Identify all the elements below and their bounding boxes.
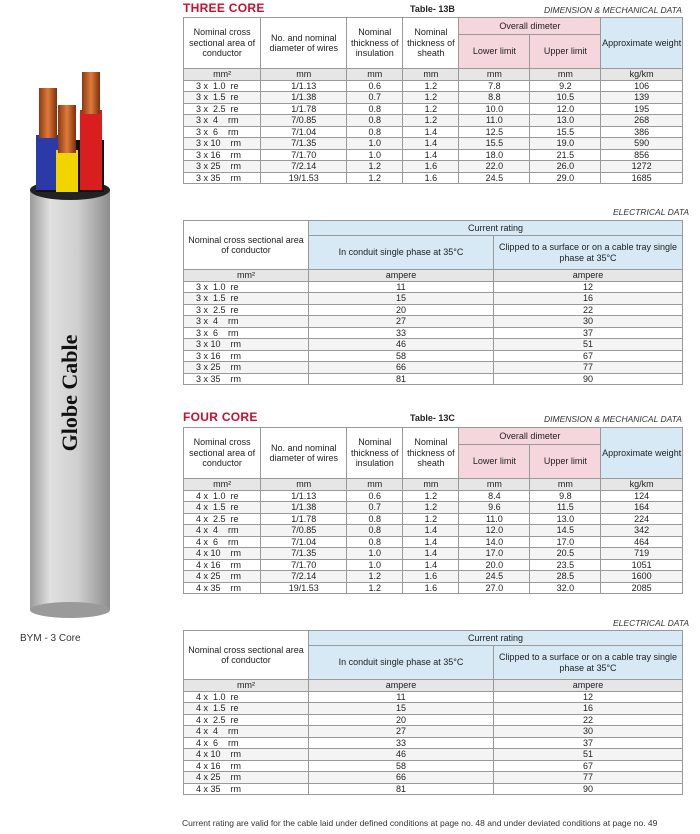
row-value-cell: 7/1.35 (261, 138, 347, 150)
row-value-cell: 7/1.04 (261, 126, 347, 138)
row-size-cell: 3 x 1.0 re (184, 80, 261, 92)
header-upper: Upper limit (530, 35, 601, 69)
row-value-cell: 46 (309, 749, 494, 761)
row-value-cell: 66 (309, 772, 494, 784)
row-size-cell: 3 x 4 rm (184, 316, 309, 328)
table-row (184, 691, 683, 703)
row-value-cell: 1.2 (403, 513, 459, 525)
row-value-cell: 1.2 (347, 172, 403, 184)
elec-header-area: Nominal cross sectional area of conductor (184, 631, 309, 680)
row-size-cell: 4 x 35 rm (184, 582, 261, 594)
row-value-cell: 27 (309, 726, 494, 738)
row-value-cell: 1.4 (403, 536, 459, 548)
table-row (184, 80, 683, 92)
row-size-cell: 4 x 6 rm (184, 737, 309, 749)
row-value-cell: 0.6 (347, 80, 403, 92)
row-value-cell: 268 (601, 115, 683, 127)
row-value-cell: 22 (494, 714, 683, 726)
row-value-cell: 1.0 (347, 138, 403, 150)
row-value-cell: 67 (494, 760, 683, 772)
row-value-cell: 1/1.78 (261, 513, 347, 525)
table-row (184, 161, 683, 173)
table-row (184, 92, 683, 104)
row-value-cell: 12.0 (530, 103, 601, 115)
table-row (184, 737, 683, 749)
row-value-cell: 27 (309, 316, 494, 328)
row-value-cell: 30 (494, 316, 683, 328)
elec-header-clipped: Clipped to a surface or on a cable tray single phase at 35°C (494, 236, 683, 270)
row-value-cell: 12.5 (459, 126, 530, 138)
row-value-cell: 1051 (601, 559, 683, 571)
row-value-cell: 14.0 (459, 536, 530, 548)
row-value-cell: 1.2 (347, 582, 403, 594)
elec-header-clipped: Clipped to a surface or on a cable tray single phase at 35°C (494, 646, 683, 680)
unit-weight: kg/km (601, 479, 683, 491)
row-value-cell: 0.8 (347, 103, 403, 115)
header-insulation: Nominal thickness of insulation (347, 428, 403, 479)
row-value-cell: 1.2 (403, 490, 459, 502)
row-value-cell: 7/0.85 (261, 115, 347, 127)
table-row (184, 281, 683, 293)
row-value-cell: 0.6 (347, 490, 403, 502)
row-value-cell: 66 (309, 362, 494, 374)
table-row (184, 772, 683, 784)
row-value-cell: 24.5 (459, 172, 530, 184)
table-row (184, 350, 683, 362)
row-value-cell: 856 (601, 149, 683, 161)
row-value-cell: 17.0 (459, 548, 530, 560)
unit-insul: mm (347, 479, 403, 491)
row-value-cell: 0.8 (347, 536, 403, 548)
row-value-cell: 1.4 (403, 548, 459, 560)
row-value-cell: 0.7 (347, 502, 403, 514)
row-size-cell: 3 x 2.5 re (184, 304, 309, 316)
row-value-cell: 195 (601, 103, 683, 115)
row-size-cell: 4 x 1.5 re (184, 502, 261, 514)
row-value-cell: 15.5 (530, 126, 601, 138)
table-row (184, 339, 683, 351)
row-size-cell: 3 x 16 rm (184, 350, 309, 362)
three-core-title: THREE CORE (183, 1, 265, 15)
row-value-cell: 12 (494, 281, 683, 293)
unit-upper: mm (530, 69, 601, 81)
four-core-table-label: Table- 13C (410, 413, 455, 423)
table-row (184, 293, 683, 305)
table-row (184, 327, 683, 339)
row-value-cell: 9.6 (459, 502, 530, 514)
row-value-cell: 1.6 (403, 172, 459, 184)
row-value-cell: 1/1.78 (261, 103, 347, 115)
row-value-cell: 20 (309, 304, 494, 316)
row-value-cell: 0.7 (347, 92, 403, 104)
row-value-cell: 0.8 (347, 513, 403, 525)
row-size-cell: 3 x 6 rm (184, 327, 309, 339)
row-value-cell: 1.4 (403, 138, 459, 150)
row-value-cell: 15.5 (459, 138, 530, 150)
row-value-cell: 20.0 (459, 559, 530, 571)
unit-weight: kg/km (601, 69, 683, 81)
elec-unit-clipped: ampere (494, 680, 683, 692)
header-sheath: Nominal thickness of sheath (403, 428, 459, 479)
row-size-cell: 4 x 25 rm (184, 571, 261, 583)
table-row (184, 582, 683, 594)
row-value-cell: 1685 (601, 172, 683, 184)
row-value-cell: 1272 (601, 161, 683, 173)
table-row (184, 548, 683, 560)
header-overall: Overall dimeter (459, 18, 601, 35)
elec-unit-area: mm² (184, 270, 309, 282)
three-core-dim-label: DIMENSION & MECHANICAL DATA (544, 5, 682, 15)
table-row (184, 373, 683, 385)
row-value-cell: 0.8 (347, 525, 403, 537)
row-value-cell: 27.0 (459, 582, 530, 594)
row-value-cell: 7/1.35 (261, 548, 347, 560)
row-value-cell: 32.0 (530, 582, 601, 594)
row-value-cell: 1.6 (403, 161, 459, 173)
four-core-dim-label: DIMENSION & MECHANICAL DATA (544, 414, 682, 424)
cable-illustration (0, 0, 178, 660)
row-value-cell: 33 (309, 327, 494, 339)
row-value-cell: 386 (601, 126, 683, 138)
unit-lower: mm (459, 479, 530, 491)
row-value-cell: 37 (494, 327, 683, 339)
row-value-cell: 1.2 (403, 115, 459, 127)
row-value-cell: 7/0.85 (261, 525, 347, 537)
table-row (184, 138, 683, 150)
table-row (184, 362, 683, 374)
row-value-cell: 1.4 (403, 559, 459, 571)
row-value-cell: 124 (601, 490, 683, 502)
row-size-cell: 4 x 1.0 re (184, 490, 261, 502)
elec-unit-clipped: ampere (494, 270, 683, 282)
cable-caption: BYM - 3 Core (20, 633, 81, 644)
row-value-cell: 1.4 (403, 126, 459, 138)
row-size-cell: 3 x 2.5 re (184, 103, 261, 115)
row-value-cell: 0.8 (347, 115, 403, 127)
row-size-cell: 4 x 10 rm (184, 749, 309, 761)
row-value-cell: 81 (309, 783, 494, 795)
table-row (184, 714, 683, 726)
unit-lower: mm (459, 69, 530, 81)
row-value-cell: 16 (494, 293, 683, 305)
row-value-cell: 106 (601, 80, 683, 92)
row-value-cell: 58 (309, 350, 494, 362)
row-size-cell: 3 x 10 rm (184, 339, 309, 351)
header-weight: Approximate weight (601, 18, 683, 69)
row-size-cell: 4 x 16 rm (184, 559, 261, 571)
row-size-cell: 4 x 1.5 re (184, 703, 309, 715)
row-value-cell: 23.5 (530, 559, 601, 571)
three-core-table-label: Table- 13B (410, 4, 455, 14)
row-size-cell: 4 x 2.5 re (184, 513, 261, 525)
row-size-cell: 3 x 16 rm (184, 149, 261, 161)
row-value-cell: 2085 (601, 582, 683, 594)
row-value-cell: 719 (601, 548, 683, 560)
row-size-cell: 3 x 4 rm (184, 115, 261, 127)
table-row (184, 103, 683, 115)
row-size-cell: 3 x 1.5 re (184, 92, 261, 104)
three-core-dimension-table (183, 17, 683, 184)
three-core-elec-label: ELECTRICAL DATA (613, 207, 690, 217)
row-value-cell: 15 (309, 293, 494, 305)
header-wires: No. and nominal diameter of wires (261, 18, 347, 69)
row-value-cell: 8.4 (459, 490, 530, 502)
row-value-cell: 11 (309, 281, 494, 293)
table-row (184, 304, 683, 316)
row-value-cell: 224 (601, 513, 683, 525)
elec-header-rating: Current rating (309, 221, 683, 236)
row-value-cell: 10.0 (459, 103, 530, 115)
header-wires: No. and nominal diameter of wires (261, 428, 347, 479)
unit-area: mm² (184, 479, 261, 491)
row-value-cell: 16 (494, 703, 683, 715)
row-value-cell: 12 (494, 691, 683, 703)
row-size-cell: 3 x 25 rm (184, 161, 261, 173)
brand-label: Globe Cable (57, 334, 82, 452)
row-value-cell: 1.0 (347, 149, 403, 161)
row-value-cell: 51 (494, 339, 683, 351)
row-value-cell: 24.5 (459, 571, 530, 583)
row-value-cell: 15 (309, 703, 494, 715)
row-value-cell: 164 (601, 502, 683, 514)
row-value-cell: 33 (309, 737, 494, 749)
four-core-dimension-table (183, 427, 683, 594)
row-value-cell: 464 (601, 536, 683, 548)
unit-sheath: mm (403, 69, 459, 81)
row-value-cell: 7/1.04 (261, 536, 347, 548)
row-value-cell: 67 (494, 350, 683, 362)
row-value-cell: 13.0 (530, 115, 601, 127)
row-value-cell: 12.0 (459, 525, 530, 537)
row-value-cell: 20 (309, 714, 494, 726)
row-value-cell: 1/1.13 (261, 490, 347, 502)
unit-wires: mm (261, 69, 347, 81)
row-size-cell: 3 x 25 rm (184, 362, 309, 374)
row-value-cell: 19/1.53 (261, 582, 347, 594)
row-value-cell: 9.8 (530, 490, 601, 502)
row-value-cell: 1/1.13 (261, 80, 347, 92)
row-value-cell: 1.0 (347, 548, 403, 560)
row-value-cell: 1600 (601, 571, 683, 583)
row-value-cell: 1.2 (403, 80, 459, 92)
table-row (184, 571, 683, 583)
row-size-cell: 3 x 10 rm (184, 138, 261, 150)
row-value-cell: 1.0 (347, 559, 403, 571)
row-value-cell: 19.0 (530, 138, 601, 150)
elec-header-conduit: In conduit single phase at 35°C (309, 236, 494, 270)
row-value-cell: 81 (309, 373, 494, 385)
row-value-cell: 11.0 (459, 513, 530, 525)
row-value-cell: 7/2.14 (261, 161, 347, 173)
row-value-cell: 1.2 (403, 92, 459, 104)
row-value-cell: 46 (309, 339, 494, 351)
row-size-cell: 3 x 35 rm (184, 172, 261, 184)
table-row (184, 536, 683, 548)
elec-unit-conduit: ampere (309, 270, 494, 282)
row-size-cell: 4 x 4 rm (184, 525, 261, 537)
table-row (184, 525, 683, 537)
row-size-cell: 4 x 4 rm (184, 726, 309, 738)
row-value-cell: 21.5 (530, 149, 601, 161)
header-area: Nominal cross sectional area of conductor (184, 18, 261, 69)
row-value-cell: 11.5 (530, 502, 601, 514)
table-row (184, 126, 683, 138)
elec-header-rating: Current rating (309, 631, 683, 646)
row-size-cell: 4 x 2.5 re (184, 714, 309, 726)
table-row (184, 149, 683, 161)
cable-panel (0, 0, 178, 834)
row-value-cell: 1.2 (403, 502, 459, 514)
row-value-cell: 1.6 (403, 571, 459, 583)
row-value-cell: 19/1.53 (261, 172, 347, 184)
row-value-cell: 1/1.38 (261, 92, 347, 104)
row-value-cell: 590 (601, 138, 683, 150)
header-area: Nominal cross sectional area of conductor (184, 428, 261, 479)
row-value-cell: 77 (494, 772, 683, 784)
row-value-cell: 17.0 (530, 536, 601, 548)
table-row (184, 115, 683, 127)
row-value-cell: 7.8 (459, 80, 530, 92)
table-row (184, 749, 683, 761)
row-size-cell: 3 x 1.0 re (184, 281, 309, 293)
row-value-cell: 342 (601, 525, 683, 537)
elec-unit-conduit: ampere (309, 680, 494, 692)
row-value-cell: 10.5 (530, 92, 601, 104)
row-value-cell: 90 (494, 373, 683, 385)
row-value-cell: 1.6 (403, 582, 459, 594)
table-row (184, 760, 683, 772)
table-row (184, 513, 683, 525)
row-value-cell: 30 (494, 726, 683, 738)
row-value-cell: 90 (494, 783, 683, 795)
unit-area: mm² (184, 69, 261, 81)
row-value-cell: 13.0 (530, 513, 601, 525)
unit-wires: mm (261, 479, 347, 491)
row-value-cell: 1.2 (347, 161, 403, 173)
row-value-cell: 8.8 (459, 92, 530, 104)
row-value-cell: 37 (494, 737, 683, 749)
row-size-cell: 3 x 6 rm (184, 126, 261, 138)
row-value-cell: 7/1.70 (261, 559, 347, 571)
row-size-cell: 4 x 6 rm (184, 536, 261, 548)
table-row (184, 502, 683, 514)
row-value-cell: 20.5 (530, 548, 601, 560)
row-value-cell: 1/1.38 (261, 502, 347, 514)
row-value-cell: 26.0 (530, 161, 601, 173)
table-row (184, 726, 683, 738)
header-lower: Lower limit (459, 445, 530, 479)
four-core-title: FOUR CORE (183, 410, 258, 424)
header-weight: Approximate weight (601, 428, 683, 479)
row-value-cell: 29.0 (530, 172, 601, 184)
elec-unit-area: mm² (184, 680, 309, 692)
elec-header-area: Nominal cross sectional area of conductor (184, 221, 309, 270)
row-size-cell: 3 x 35 rm (184, 373, 309, 385)
row-value-cell: 11 (309, 691, 494, 703)
row-value-cell: 51 (494, 749, 683, 761)
table-row (184, 703, 683, 715)
row-value-cell: 1.2 (347, 571, 403, 583)
row-value-cell: 7/2.14 (261, 571, 347, 583)
table-row (184, 559, 683, 571)
row-size-cell: 4 x 25 rm (184, 772, 309, 784)
header-overall: Overall dimeter (459, 428, 601, 445)
row-value-cell: 1.4 (403, 149, 459, 161)
four-core-electrical-table (183, 630, 683, 795)
row-size-cell: 4 x 16 rm (184, 760, 309, 772)
unit-sheath: mm (403, 479, 459, 491)
row-value-cell: 139 (601, 92, 683, 104)
row-value-cell: 1.4 (403, 525, 459, 537)
row-value-cell: 7/1.70 (261, 149, 347, 161)
elec-header-conduit: In conduit single phase at 35°C (309, 646, 494, 680)
header-upper: Upper limit (530, 445, 601, 479)
row-size-cell: 4 x 35 rm (184, 783, 309, 795)
three-core-electrical-table (183, 220, 683, 385)
row-value-cell: 22.0 (459, 161, 530, 173)
header-sheath: Nominal thickness of sheath (403, 18, 459, 69)
row-value-cell: 0.8 (347, 126, 403, 138)
table-row (184, 172, 683, 184)
row-size-cell: 3 x 1.5 re (184, 293, 309, 305)
row-size-cell: 4 x 10 rm (184, 548, 261, 560)
table-row (184, 783, 683, 795)
row-value-cell: 11.0 (459, 115, 530, 127)
header-insulation: Nominal thickness of insulation (347, 18, 403, 69)
four-core-elec-label: ELECTRICAL DATA (613, 618, 690, 628)
table-row (184, 316, 683, 328)
row-value-cell: 28.5 (530, 571, 601, 583)
row-value-cell: 22 (494, 304, 683, 316)
footnote: Current rating are valid for the cable laid under defined conditions at page no. 48 and under deviated conditions at page no. 49 (182, 818, 658, 828)
table-row (184, 490, 683, 502)
row-value-cell: 1.2 (403, 103, 459, 115)
row-value-cell: 9.2 (530, 80, 601, 92)
unit-upper: mm (530, 479, 601, 491)
header-lower: Lower limit (459, 35, 530, 69)
row-value-cell: 14.5 (530, 525, 601, 537)
row-value-cell: 58 (309, 760, 494, 772)
row-value-cell: 18.0 (459, 149, 530, 161)
unit-insul: mm (347, 69, 403, 81)
row-size-cell: 4 x 1.0 re (184, 691, 309, 703)
row-value-cell: 77 (494, 362, 683, 374)
